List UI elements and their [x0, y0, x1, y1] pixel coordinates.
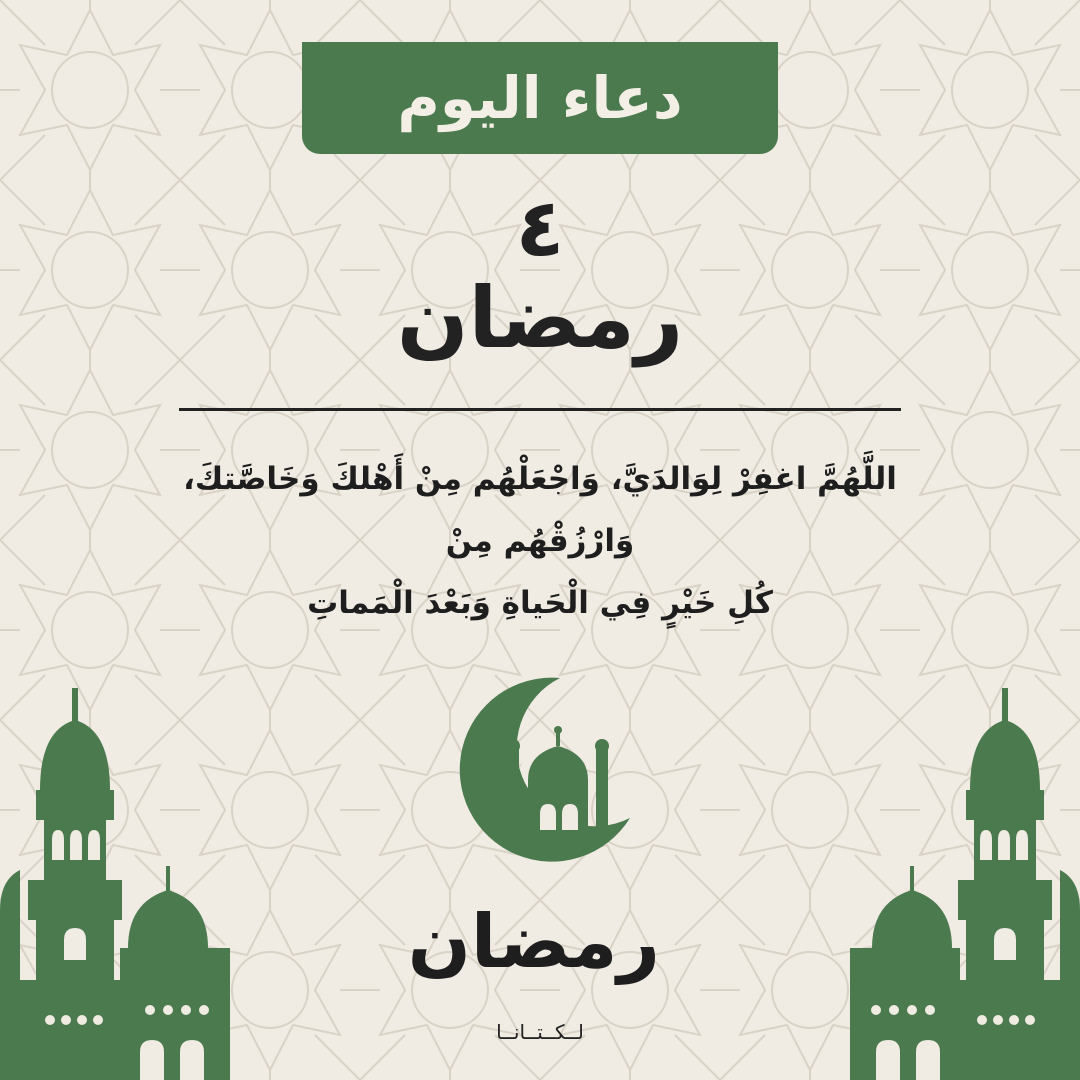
right-mosque-illustration	[850, 680, 1080, 1080]
divider	[179, 408, 901, 411]
crescent-mosque-icon	[440, 670, 640, 870]
brand-tagline: لــكــتــانــا	[496, 1020, 584, 1044]
header-title: دعاء اليوم	[397, 64, 683, 132]
dua-line-1: اللَّهُمَّ اغفِرْ لِوَالدَيَّ، وَاجْعَلْهُم مِنْ أَهْلكَ وَخَاصَّتكَ، وَارْزُقْهُم مِنْ	[183, 461, 897, 559]
month-name: رمضان	[396, 269, 684, 367]
header-banner	[302, 42, 778, 154]
day-number: ٤	[515, 181, 565, 274]
dua-line-2: كُلِ خَيْرٍ فِي الْحَياةِ وَبَعْدَ الْمَماتِ	[307, 585, 773, 621]
dua-text	[150, 448, 930, 634]
left-mosque-illustration	[0, 680, 230, 1080]
brand-wordmark: رمضان	[407, 899, 660, 985]
